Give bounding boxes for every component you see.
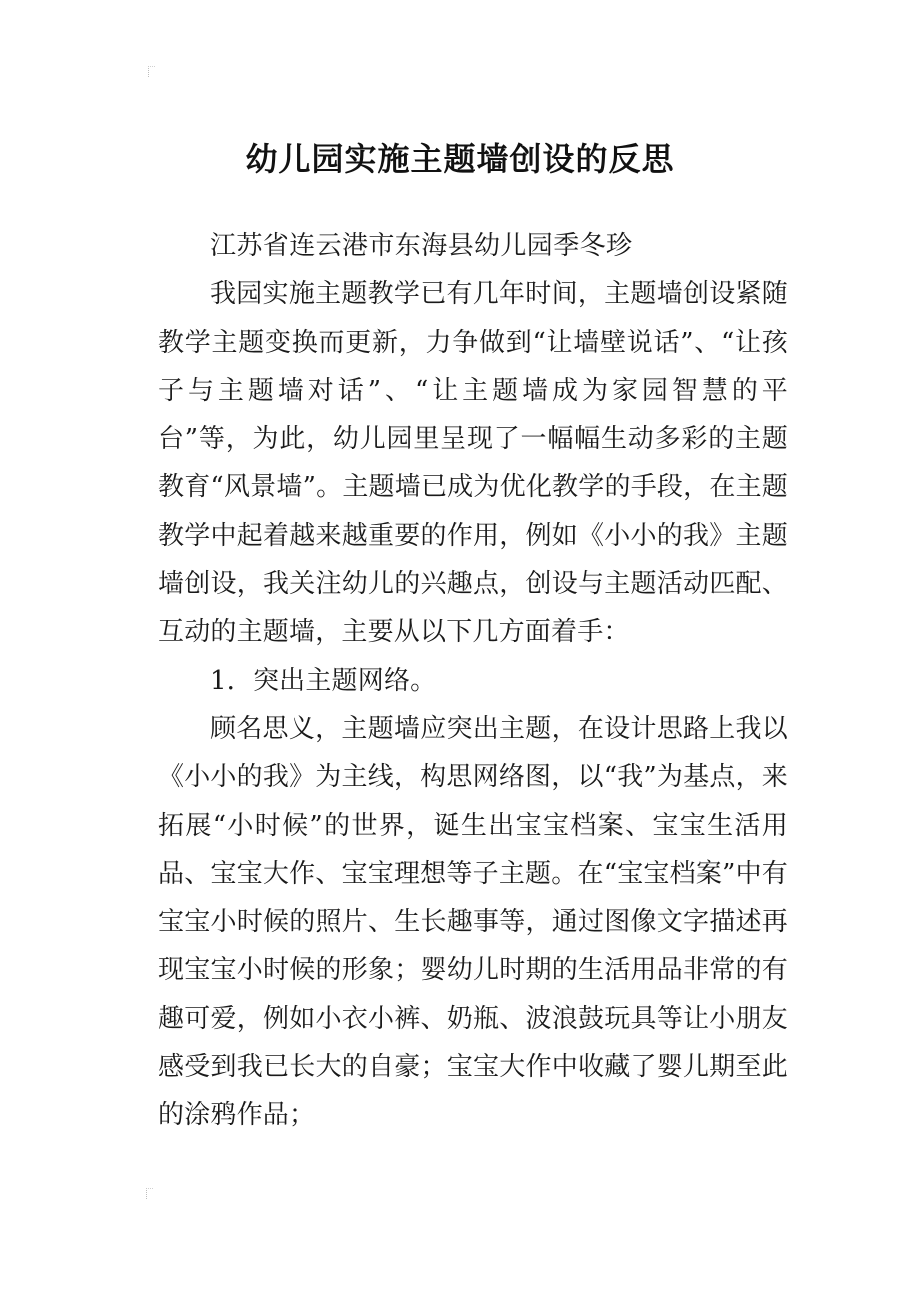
paragraph-intro: 我园实施主题教学已有几年时间，主题墙创设紧随教学主题变换而更新，力争做到“让墙壁说话”、“让孩子与主题墙对话”、“让主题墙成为家园智慧的平台”等，为此，幼儿园里呈现了一幅幅生动多彩的主题教育“风景墙”。主题墙已成为优化教学的手段，在主题教学中起着越来越重要的作用，例如《小小的我》主题墙创设，我关注幼儿的兴趣点，创设与主题活动匹配、互动的主题墙，主要从以下几方面着手： xyxy=(158,279,788,648)
paragraph-section-1: 顾名思义，主题墙应突出主题，在设计思路上我以《小小的我》为主线，构思网络图，以“我”为基点，来拓展“小时候”的世界，诞生出宝宝档案、宝宝生活用品、宝宝大作、宝宝理想等子主题。在“宝宝档案”中有宝宝小时候的照片、生长趣事等，通过图像文字描述再现宝宝小时候的形象；婴幼儿时期的生活用品非常的有趣可爱，例如小衣小裤、奶瓶、波浪鼓玩具等让小朋友感受到我已长大的自豪；宝宝大作中收藏了婴儿期至此的涂鸦作品； xyxy=(158,713,788,1131)
section-heading-1: 1．突出主题网络。 xyxy=(210,665,437,696)
author-line: 江苏省连云港市东海县幼儿园季冬珍 xyxy=(210,231,633,261)
document-body xyxy=(158,222,788,1140)
crop-mark-top xyxy=(148,66,155,77)
crop-mark-bottom xyxy=(146,1188,153,1199)
document-title: 幼儿园实施主题墙创设的反思 xyxy=(245,140,675,179)
